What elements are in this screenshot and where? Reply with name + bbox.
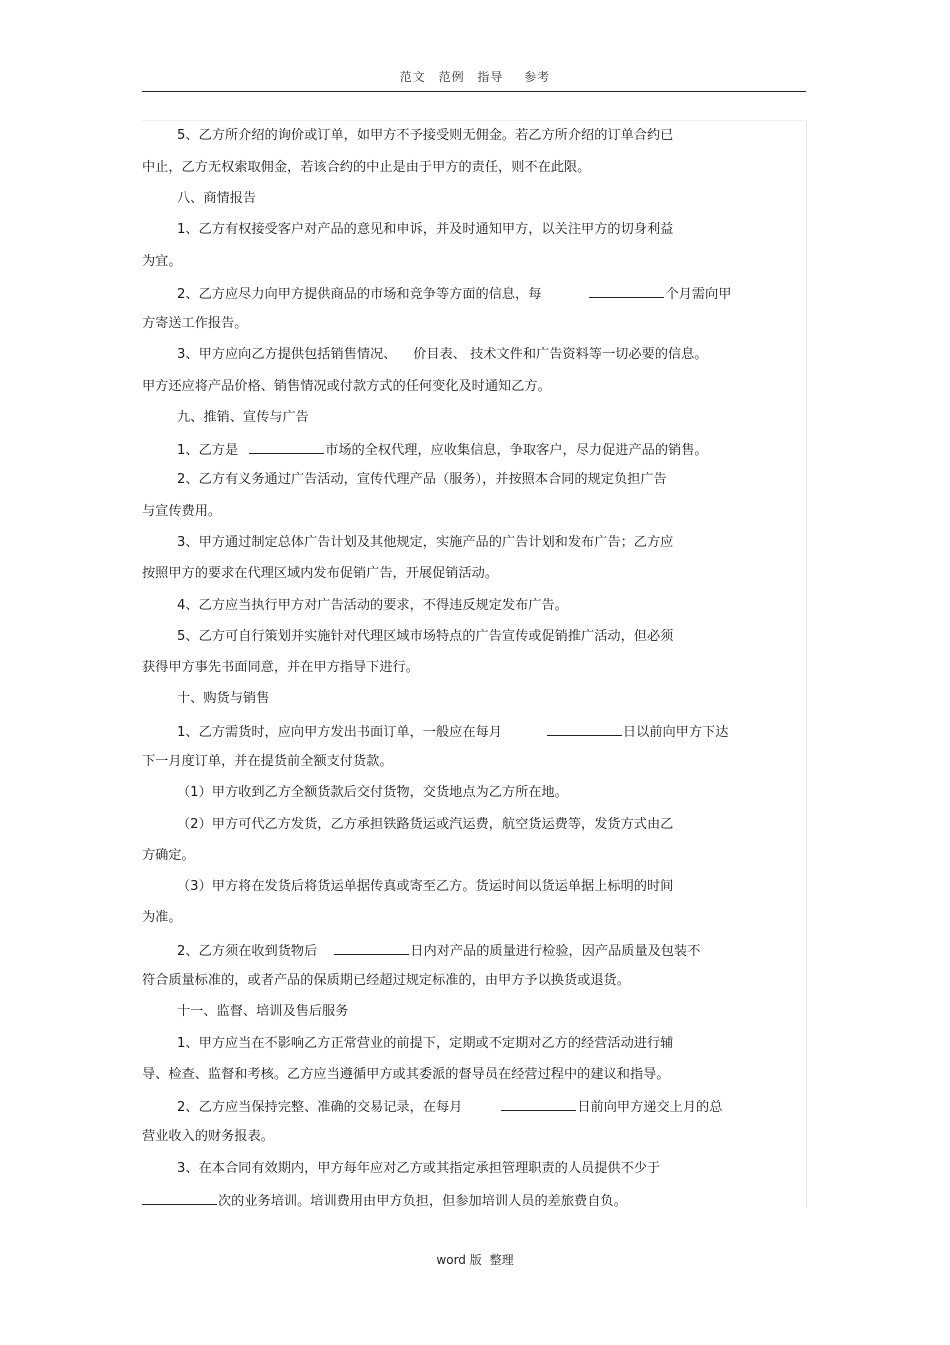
para-line: 方确定。 xyxy=(142,848,195,863)
header-item-fanli: 范例 xyxy=(438,70,465,84)
para-line: 3、甲方应向乙方提供包括销售情况、 价目表、 技术文件和广告资料等一切必要的信息。 xyxy=(177,347,708,362)
para-line: 与宣传费用。 xyxy=(142,504,222,519)
fill-in-blank xyxy=(334,940,409,955)
line-text-before-blank: 1、乙方需货时，应向甲方发出书面订单，一般应在每月 xyxy=(177,725,502,740)
document-body xyxy=(142,120,807,1207)
header-divider xyxy=(142,91,806,92)
para-line: 为准。 xyxy=(142,910,182,925)
para-line xyxy=(142,1096,806,1116)
fill-in-blank xyxy=(547,721,622,736)
footer-zhengli: 整理 xyxy=(489,1253,514,1267)
para-line xyxy=(142,1190,806,1210)
para-line: 营业收入的财务报表。 xyxy=(142,1129,274,1144)
para-line: 按照甲方的要求在代理区域内发布促销广告，开展促销活动。 xyxy=(142,566,499,581)
line-text-before-blank: 2、乙方须在收到货物后 xyxy=(177,944,318,959)
para-line: 甲方还应将产品价格、销售情况或付款方式的任何变化及时通知乙方。 xyxy=(142,379,551,394)
section-heading: 九、推销、宣传与广告 xyxy=(177,410,309,425)
header-item-zhidao: 指导 xyxy=(477,70,504,84)
line-text-before-blank: 1、乙方是 xyxy=(177,443,239,458)
para-line: 5、乙方可自行策划并实施针对代理区域市场特点的广告宣传或促销推广活动，但必须 xyxy=(177,629,674,644)
para-line xyxy=(142,721,806,741)
para-line: （1）甲方收到乙方全额货款后交付货物，交货地点为乙方所在地。 xyxy=(177,785,568,800)
page-footer xyxy=(0,1251,950,1268)
line-text-after-blank: 日前向甲方递交上月的总 xyxy=(577,1100,723,1115)
para-line: 中止，乙方无权索取佣金，若该合约的中止是由于甲方的责任，则不在此限。 xyxy=(142,160,591,175)
para-line: 为宜。 xyxy=(142,254,182,269)
para-line: 5、乙方所介绍的询价或订单，如甲方不予接受则无佣金。若乙方所介绍的订单合约已 xyxy=(177,128,674,143)
para-line: 方寄送工作报告。 xyxy=(142,316,248,331)
para-line: 1、甲方应当在不影响乙方正常营业的前提下，定期或不定期对乙方的经营活动进行辅 xyxy=(177,1036,674,1051)
header-item-fanwen: 范文 xyxy=(399,70,426,84)
footer-word: word xyxy=(436,1253,466,1267)
para-line: 获得甲方事先书面同意，并在甲方指导下进行。 xyxy=(142,660,419,675)
para-line: （2）甲方可代乙方发货，乙方承担铁路货运或汽运费，航空货运费等，发货方式由乙 xyxy=(177,817,674,832)
fill-in-blank xyxy=(501,1096,576,1111)
line-text-after-blank: 日内对产品的质量进行检验，因产品质量及包装不 xyxy=(410,944,701,959)
para-line xyxy=(142,439,806,459)
para-line: 4、乙方应当执行甲方对广告活动的要求，不得违反规定发布广告。 xyxy=(177,598,568,613)
footer-ban: 版 xyxy=(469,1253,482,1267)
para-line: 2、乙方有义务通过广告活动，宣传代理产品（服务），并按照本合同的规定负担广告 xyxy=(177,472,667,487)
header-item-cankao: 参考 xyxy=(524,70,551,84)
line-text-before-blank: 2、乙方应尽力向甲方提供商品的市场和竞争等方面的信息，每 xyxy=(177,287,542,302)
page-header xyxy=(0,68,950,85)
section-heading: 十一、监督、培训及售后服务 xyxy=(177,1004,349,1019)
line-text-after-blank: 日以前向甲方下达 xyxy=(622,725,729,740)
section-heading: 八、商情报告 xyxy=(177,191,257,206)
section-heading: 十、购货与销售 xyxy=(177,691,270,706)
para-line: 符合质量标准的，或者产品的保质期已经超过规定标准的，由甲方予以换货或退货。 xyxy=(142,973,630,988)
fill-in-blank xyxy=(249,439,324,454)
line-text-after-blank: 个月需向甲 xyxy=(665,287,732,302)
para-line: 3、在本合同有效期内，甲方每年应对乙方或其指定承担管理职责的人员提供不少于 xyxy=(177,1161,661,1176)
fill-in-blank xyxy=(142,1190,217,1205)
fill-in-blank xyxy=(589,283,664,298)
para-line: 1、乙方有权接受客户对产品的意见和申诉，并及时通知甲方，以关注甲方的切身利益 xyxy=(177,222,674,237)
para-line: 导、检查、监督和考核。乙方应当遵循甲方或其委派的督导员在经营过程中的建议和指导。 xyxy=(142,1067,670,1082)
para-line: 3、甲方通过制定总体广告计划及其他规定，实施产品的广告计划和发布广告；乙方应 xyxy=(177,535,674,550)
para-line: 下一月度订单，并在提货前全额支付货款。 xyxy=(142,754,393,769)
line-text-after-blank: 市场的全权代理，应收集信息，争取客户，尽力促进产品的销售。 xyxy=(325,443,708,458)
line-text-before-blank: 2、乙方应当保持完整、准确的交易记录，在每月 xyxy=(177,1100,463,1115)
para-line: （3）甲方将在发货后将货运单据传真或寄至乙方。货运时间以货运单据上标明的时间 xyxy=(177,879,674,894)
line-text-after-blank: 次的业务培训。培训费用由甲方负担，但参加培训人员的差旅费自负。 xyxy=(218,1194,627,1209)
para-line xyxy=(142,940,806,960)
para-line xyxy=(142,283,806,303)
